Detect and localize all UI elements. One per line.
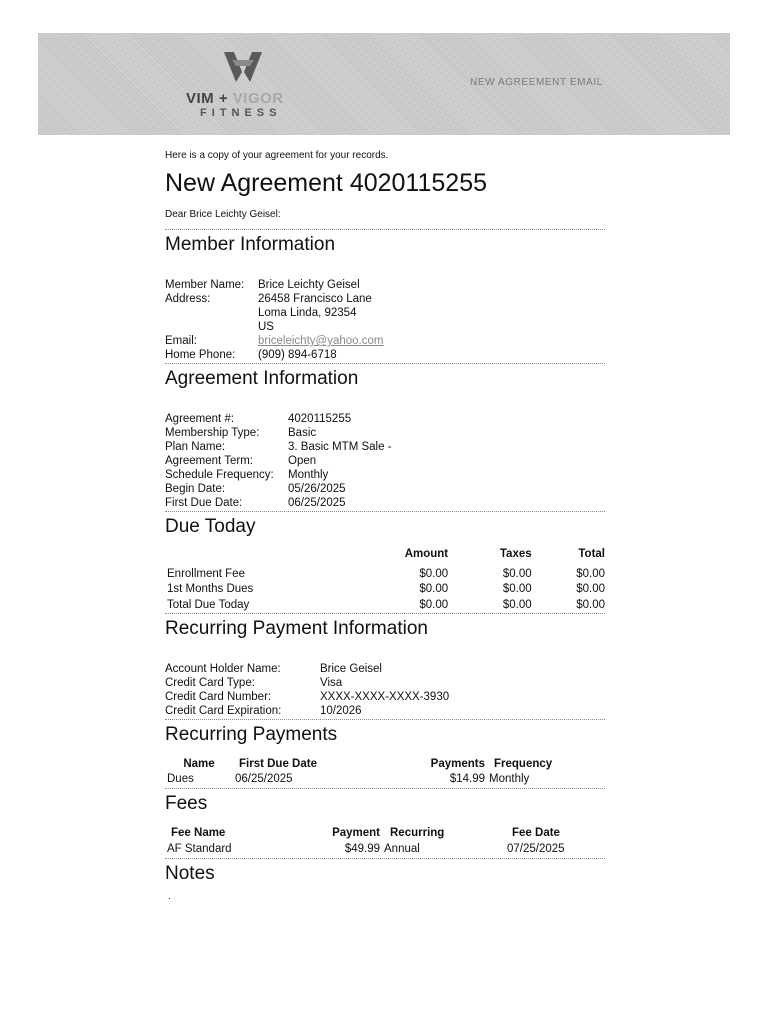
recurring-payment-first-due: 06/25/2025 [235,773,293,786]
column-header-frequency: Frequency [494,757,553,770]
due-today-taxes: $0.00 [502,567,532,580]
recurring-info-row [165,662,605,676]
fee-date: 07/25/2025 [507,842,565,855]
agreement-row-value: Open [288,455,317,467]
divider [165,719,605,720]
logo-wordmark [186,90,284,107]
recurring-payment-amount: $14.99 [449,773,485,786]
column-header-payments: Payments [430,757,485,770]
agreement-row [165,496,605,510]
recurring-info-label: Account Holder Name: [165,662,281,675]
agreement-row [165,468,605,482]
logo-wordmark-vim: VIM + [186,90,229,107]
recurring-payments-header-row [165,756,605,772]
address-row [165,292,605,306]
due-today-taxes: $0.00 [502,583,532,596]
agreement-row-label: Agreement Term: [165,455,253,467]
due-today-taxes: $0.00 [502,598,532,611]
agreement-row-value: Basic [288,427,317,439]
agreement-row-value: 4020115255 [288,413,352,425]
email-link[interactable]: briceleichty@yahoo.com [258,335,384,347]
member-name-value: Brice Leichty Geisel [258,279,360,291]
agreement-row-value: 05/26/2025 [288,483,346,495]
divider [165,229,605,230]
agreement-row-label: Plan Name: [165,441,226,453]
table-row [165,841,605,857]
recurring-info-row [165,690,605,704]
agreement-row-value: Monthly [288,469,329,481]
member-info [165,278,605,362]
address-line2: Loma Linda, 92354 [258,307,357,319]
recurring-info-row [165,676,605,690]
column-header-first-due-date: First Due Date [239,757,317,770]
agreement-row-value: 06/25/2025 [288,497,346,509]
header-banner [38,33,730,135]
agreement-info-heading: Agreement Information [165,368,359,389]
due-today-heading: Due Today [165,516,256,537]
due-today-total: $0.00 [576,567,605,580]
logo-wordmark-fitness: FITNESS [200,107,282,119]
agreement-row [165,482,605,496]
vim-vigor-logo-icon [220,50,266,84]
recurring-info-heading: Recurring Payment Information [165,617,428,639]
recurring-payments-heading: Recurring Payments [165,723,338,745]
fees-heading: Fees [165,793,208,814]
agreement-row-label: Schedule Frequency: [165,469,274,481]
due-today-total: $0.00 [576,583,605,596]
agreement-row [165,454,605,468]
divider [165,613,605,614]
agreement-row-value: 3. Basic MTM Sale - [288,441,392,453]
table-row [165,772,605,788]
fees-header-row [165,825,605,841]
notes-heading: Notes [165,862,215,884]
table-row [165,566,605,582]
due-today-label: Total Due Today [167,598,250,611]
divider [165,363,605,364]
recurring-info-value: XXXX-XXXX-XXXX-3930 [320,690,450,703]
column-header-recurring: Recurring [390,827,445,839]
page-title: New Agreement 4020115255 [165,169,487,197]
column-header-total: Total [578,548,605,560]
address-row-2 [165,306,605,320]
column-header-taxes: Taxes [499,548,532,560]
logo-wordmark-vigor: VIGOR [232,90,284,107]
agreement-row [165,440,605,454]
agreement-row-label: Begin Date: [165,483,226,495]
column-header-amount: Amount [404,548,449,560]
column-header-payment: Payment [332,827,380,839]
email-label: Email: [165,335,197,347]
due-today-label: Enrollment Fee [167,567,245,580]
recurring-info-label: Credit Card Type: [165,676,255,689]
greeting: Dear Brice Leichty Geisel: [165,209,281,220]
divider [165,858,605,859]
recurring-info-label: Credit Card Number: [165,690,272,703]
member-name-label: Member Name: [165,279,245,291]
column-header-fee-date: Fee Date [512,827,560,839]
recurring-payments-table [165,756,605,788]
fee-payment: $49.99 [344,842,380,855]
due-today-label: 1st Months Dues [167,583,254,596]
column-header-name: Name [183,757,215,770]
recurring-payment-frequency: Monthly [489,773,530,786]
recurring-info-row [165,704,605,718]
recurring-info-label: Credit Card Expiration: [165,704,282,717]
fee-name: AF Standard [167,842,232,855]
due-today-total: $0.00 [576,598,605,611]
column-header-fee-name: Fee Name [171,827,226,839]
table-row [165,582,605,598]
agreement-row-label: Agreement #: [165,413,235,425]
phone-value: (909) 894-6718 [258,349,337,361]
address-row-3 [165,320,605,334]
phone-row [165,348,605,362]
agreement-row-label: First Due Date: [165,497,243,509]
fees-table [165,825,605,857]
email-row [165,334,605,348]
divider [165,511,605,512]
recurring-payment-name: Dues [167,773,194,786]
banner-title: NEW AGREEMENT EMAIL [470,77,603,88]
due-today-amount: $0.00 [419,567,449,580]
recurring-info-value: Visa [320,676,343,689]
divider [165,788,605,789]
due-today-header-row [165,546,605,562]
agreement-row [165,426,605,440]
agreement-row-label: Membership Type: [165,427,260,439]
address-line1: 26458 Francisco Lane [258,293,372,305]
recurring-info-value: 10/2026 [320,704,362,717]
fee-recurring: Annual [384,842,420,855]
recurring-payment-info [165,662,605,718]
due-today-amount: $0.00 [419,598,449,611]
recurring-info-value: Brice Geisel [320,662,382,675]
member-info-heading: Member Information [165,234,336,255]
due-today-table [165,546,605,613]
phone-label: Home Phone: [165,349,236,361]
address-label: Address: [165,293,211,305]
table-row [165,597,605,613]
email-content [165,150,605,902]
address-line3: US [258,321,274,333]
agreement-info [165,412,605,510]
agreement-row [165,412,605,426]
notes-text: . [168,890,171,902]
due-today-amount: $0.00 [419,583,449,596]
intro-text: Here is a copy of your agreement for your records. [165,150,389,161]
member-name-row [165,278,605,292]
